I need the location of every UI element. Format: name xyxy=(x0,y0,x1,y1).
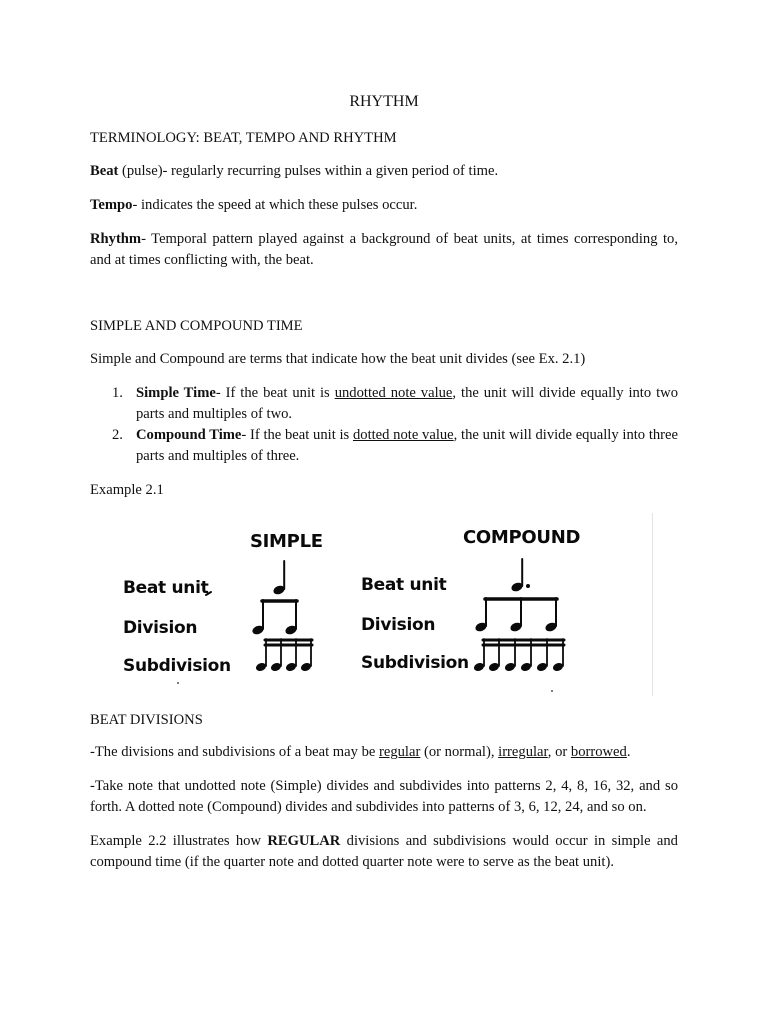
rhythm-definition xyxy=(90,229,678,271)
regular-term: regular xyxy=(379,744,421,760)
example-2-1-figure xyxy=(90,513,653,696)
simple-division-label: Division xyxy=(123,618,198,638)
terminology-heading: TERMINOLOGY: BEAT, TEMPO AND RHYTHM xyxy=(90,130,397,146)
undotted-note-value: undotted note value xyxy=(334,385,453,401)
scan-speck xyxy=(177,682,179,684)
beamed-triple-eighth-notes-icon xyxy=(474,598,558,633)
dotted-note-value: dotted note value xyxy=(352,427,454,443)
simple-compound-intro: Simple and Compound are terms that indicate how the beat unit divides (see Ex. 2.1) xyxy=(90,351,586,367)
pen-tick-mark xyxy=(206,592,211,595)
simple-heading: SIMPLE xyxy=(250,531,323,552)
compound-time-term: Compound Time xyxy=(136,427,242,443)
beamed-eighth-notes-icon xyxy=(251,600,298,636)
page-title: RHYTHM xyxy=(349,93,419,110)
simple-beat-unit-label: Beat unit xyxy=(123,578,209,598)
beamed-six-sixteenth-notes-icon xyxy=(473,639,564,672)
simple-compound-heading: SIMPLE AND COMPOUND TIME xyxy=(90,318,303,334)
list-item: 2. Compound Time- If the beat unit is dotted note value, the unit will divide equally into three parts and multiples of three. xyxy=(112,427,678,464)
quarter-note-icon xyxy=(272,561,286,596)
simple-time-term: Simple Time xyxy=(136,385,216,401)
compound-subdivision-label: Subdivision xyxy=(361,653,469,673)
compound-division-label: Division xyxy=(361,615,436,635)
regular-bold: REGULAR xyxy=(267,833,341,849)
beat-definition xyxy=(90,161,678,182)
tempo-definition xyxy=(90,195,678,216)
beat-term: Beat xyxy=(90,163,119,179)
rhythm-text: - Temporal pattern played against a background of beat units, at times corresponding to, and at times conflicting with, the beat. xyxy=(90,231,678,268)
beat-divisions-heading: BEAT DIVISIONS xyxy=(90,712,203,728)
example-2-1-label: Example 2.1 xyxy=(90,482,164,498)
beat-text: (pulse)- regularly recurring pulses within a given period of time. xyxy=(118,163,499,179)
compound-beat-unit-label: Beat unit xyxy=(361,575,447,595)
beat-divisions-p1: -The divisions and subdivisions of a beat may be regular (or normal), irregular, or borrowed. xyxy=(90,744,631,760)
beat-divisions-p3: Example 2.2 illustrates how REGULAR divisions and subdivisions would occur in simple and compound time (if the quarter note and dotted quarter note were to serve as the beat unit). xyxy=(90,833,678,870)
list-item: 1. Simple Time- If the beat unit is undotted note value, the unit will divide equally into two parts and multiples of two. xyxy=(112,385,678,422)
time-types-list xyxy=(90,383,678,467)
compound-heading: COMPOUND xyxy=(463,527,581,548)
dotted-quarter-note-icon xyxy=(510,559,530,593)
tempo-text: - indicates the speed at which these pulses occur. xyxy=(132,197,418,213)
beamed-sixteenth-notes-icon xyxy=(255,639,312,672)
beat-divisions-p2: -Take note that undotted note (Simple) divides and subdivides into patterns 2, 4, 8, 16, 32, and so forth. A dotted note (Compound) divides and subdivides into patterns of 3, 6, 12, 24, and so on. xyxy=(90,778,678,815)
simple-subdivision-label: Subdivision xyxy=(123,656,231,676)
tempo-term: Tempo xyxy=(90,197,133,213)
scan-speck xyxy=(551,690,553,692)
irregular-term: irregular xyxy=(498,744,548,760)
rhythm-notation-graphic xyxy=(90,513,652,696)
borrowed-term: borrowed xyxy=(570,744,627,760)
rhythm-term: Rhythm xyxy=(90,231,142,247)
